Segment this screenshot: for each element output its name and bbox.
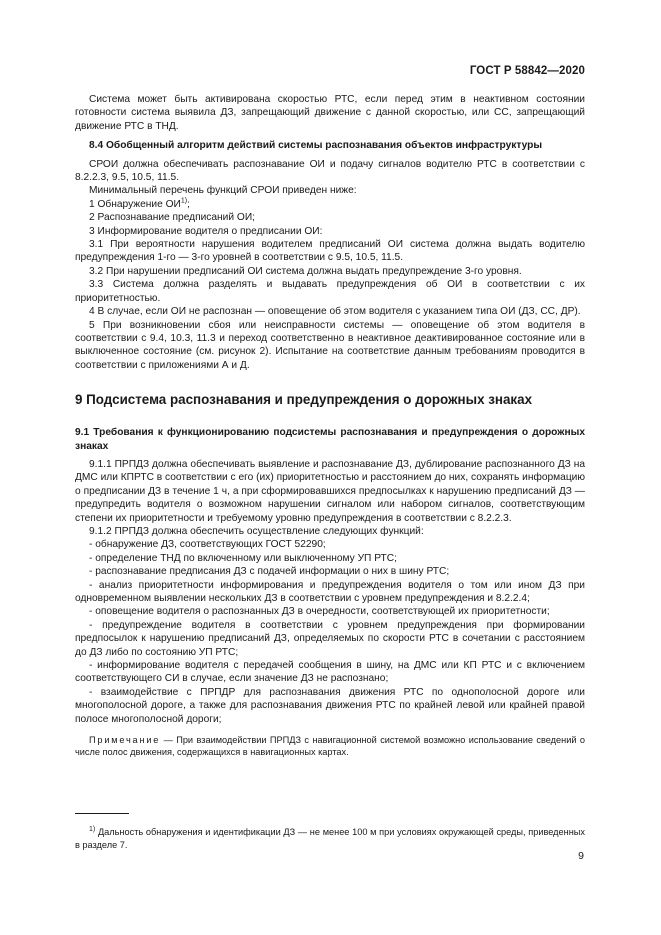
note-text: — При взаимодействии ПРПДЗ с навигационной системой возможно использование сведений о числе полос движения, содержащихся в навигационных картах. [75,735,585,758]
function-item-2: 2 Распознавание предписаний ОИ; [89,212,255,224]
list-item: - анализ приоритетности информирования и предупреждения водителя о том или ином ДЗ при одновременном выявлении нескольких ДЗ в соответствии с уровнем предупреждения и 8.2.2.4; [75,579,585,604]
list-item: - информирование водителя с передачей сообщения в шину, на ДМС или КП РТС и с включением соответствующего СИ в случае, если значение ДЗ не распознано; [75,660,585,685]
page-number: 9 [578,850,584,862]
list-item: - оповещение водителя о распознанных ДЗ в очередности, соответствующей их приоритетности; [89,606,550,618]
section-9-1-heading: 9.1 Требования к функционированию подсистемы распознавания и предупреждения о дорожных знаках [75,427,585,452]
section-8-4-p1: СРОИ должна обеспечивать распознавание ОИ и подачу сигналов водителю РТС в соответствии с 8.2.2.3, 9.5, 10.5, 11.5. [75,158,585,184]
note-label: Примечание [89,735,161,746]
footnote-ref: 1) [180,197,188,205]
list-item: - распознавание предписания ДЗ с подачей информации о них в шину РТС; [89,566,450,578]
list-item: - определение ТНД по включенному или выключенному УП РТС; [89,552,397,564]
list-item: - предупреждение водителя в соответствии с уровнем предупреждения при формировании предпосылок к нарушению предписаний ДЗ, определяемых по скорости РТС в сочетании с расстоянием до ДЗ либо по состоянию УП РТС; [75,619,585,658]
function-item-3-3: 3.3 Система должна разделять и выдавать предупреждения об ОИ в соответствии с их приоритетностью. [75,279,585,304]
function-item-1-tail: ; [187,198,190,210]
function-item-1 [75,198,585,211]
note [75,734,585,759]
paragraph-9-1-1: 9.1.1 ПРПДЗ должна обеспечивать выявление и распознавание ДЗ, дублирование распознанного ДЗ на ДМС или КПРТС в соответствии с его (их) приоритетностью и расстоянием до них, сохранять информацию о предписании ДЗ в течение 1 ч, а при сформировавшихся предпосылках к нарушению предписаний ДЗ — предупредить водителя о возможном нарушении сигналом или набором сигналов, соответствующим степени их приоритетности и требуемому уровню предупреждения в соответствии с 8.2.2.3. [75,458,585,524]
function-item-3: 3 Информирование водителя о предписании ОИ: [89,225,323,237]
chapter-9-heading: 9 Подсистема распознавания и предупреждения о дорожных знаках [75,392,533,408]
footnote-text: Дальность обнаружения и идентификации ДЗ — не менее 100 м при условиях окружающей среды, приведенных в разделе 7. [75,827,585,850]
document-body [75,93,585,759]
function-item-3-2: 3.2 При нарушении предписаний ОИ система должна выдать предупреждение 3-го уровня. [89,265,522,277]
function-item-4: 4 В случае, если ОИ не распознан — оповещение об этом водителя с указанием типа ОИ (ДЗ, СС, ДР). [89,306,581,318]
paragraph-9-1-2: 9.1.2 ПРПДЗ должна обеспечить осуществление следующих функций: [89,525,424,537]
list-item: - обнаружение ДЗ, соответствующих ГОСТ 52290; [89,539,326,551]
function-item-3-1: 3.1 При вероятности нарушения водителем предписаний ОИ система должна выдать водителю предупреждения 1-го — 3-го уровней в соответствии с 9.5, 10.5, 11.5. [75,239,585,264]
function-item-1-text: 1 Обнаружение ОИ [89,198,181,210]
document-code: ГОСТ Р 58842—2020 [469,65,585,77]
list-item: - взаимодействие с ПРПДР для распознавания движения РТС по однополосной дороге или многополосной дороге, а также для распознавания движения РТС по крайней левой или крайней правой полосе многополосной дороги; [75,686,585,725]
footnote-divider [75,813,129,814]
section-8-4-heading: 8.4 Обобщенный алгоритм действий системы распознавания объектов инфраструктуры [89,140,543,152]
function-item-5: 5 При возникновении сбоя или неисправности системы — оповещение об этом водителя в соответствии с 9.4, 10.3, 11.3 и переход соответственно в неактивное деактивированное состояние или в выключенное состояние (см. рисунок 2). Испытание на соответствие данным требованиям проводится в соответствии с приложениями А и Д. [75,319,585,371]
footnote-marker: 1) [89,826,96,834]
intro-paragraph: Система может быть активирована скоростью РТС, если перед этим в неактивном состоянии готовности система выявила ДЗ, запрещающий движение с данной скоростью, или СС, запрещающий движение РТС в ТНД. [75,94,585,132]
section-8-4-p2: Минимальный перечень функций СРОИ приведен ниже: [89,185,357,197]
footnote [75,826,585,851]
